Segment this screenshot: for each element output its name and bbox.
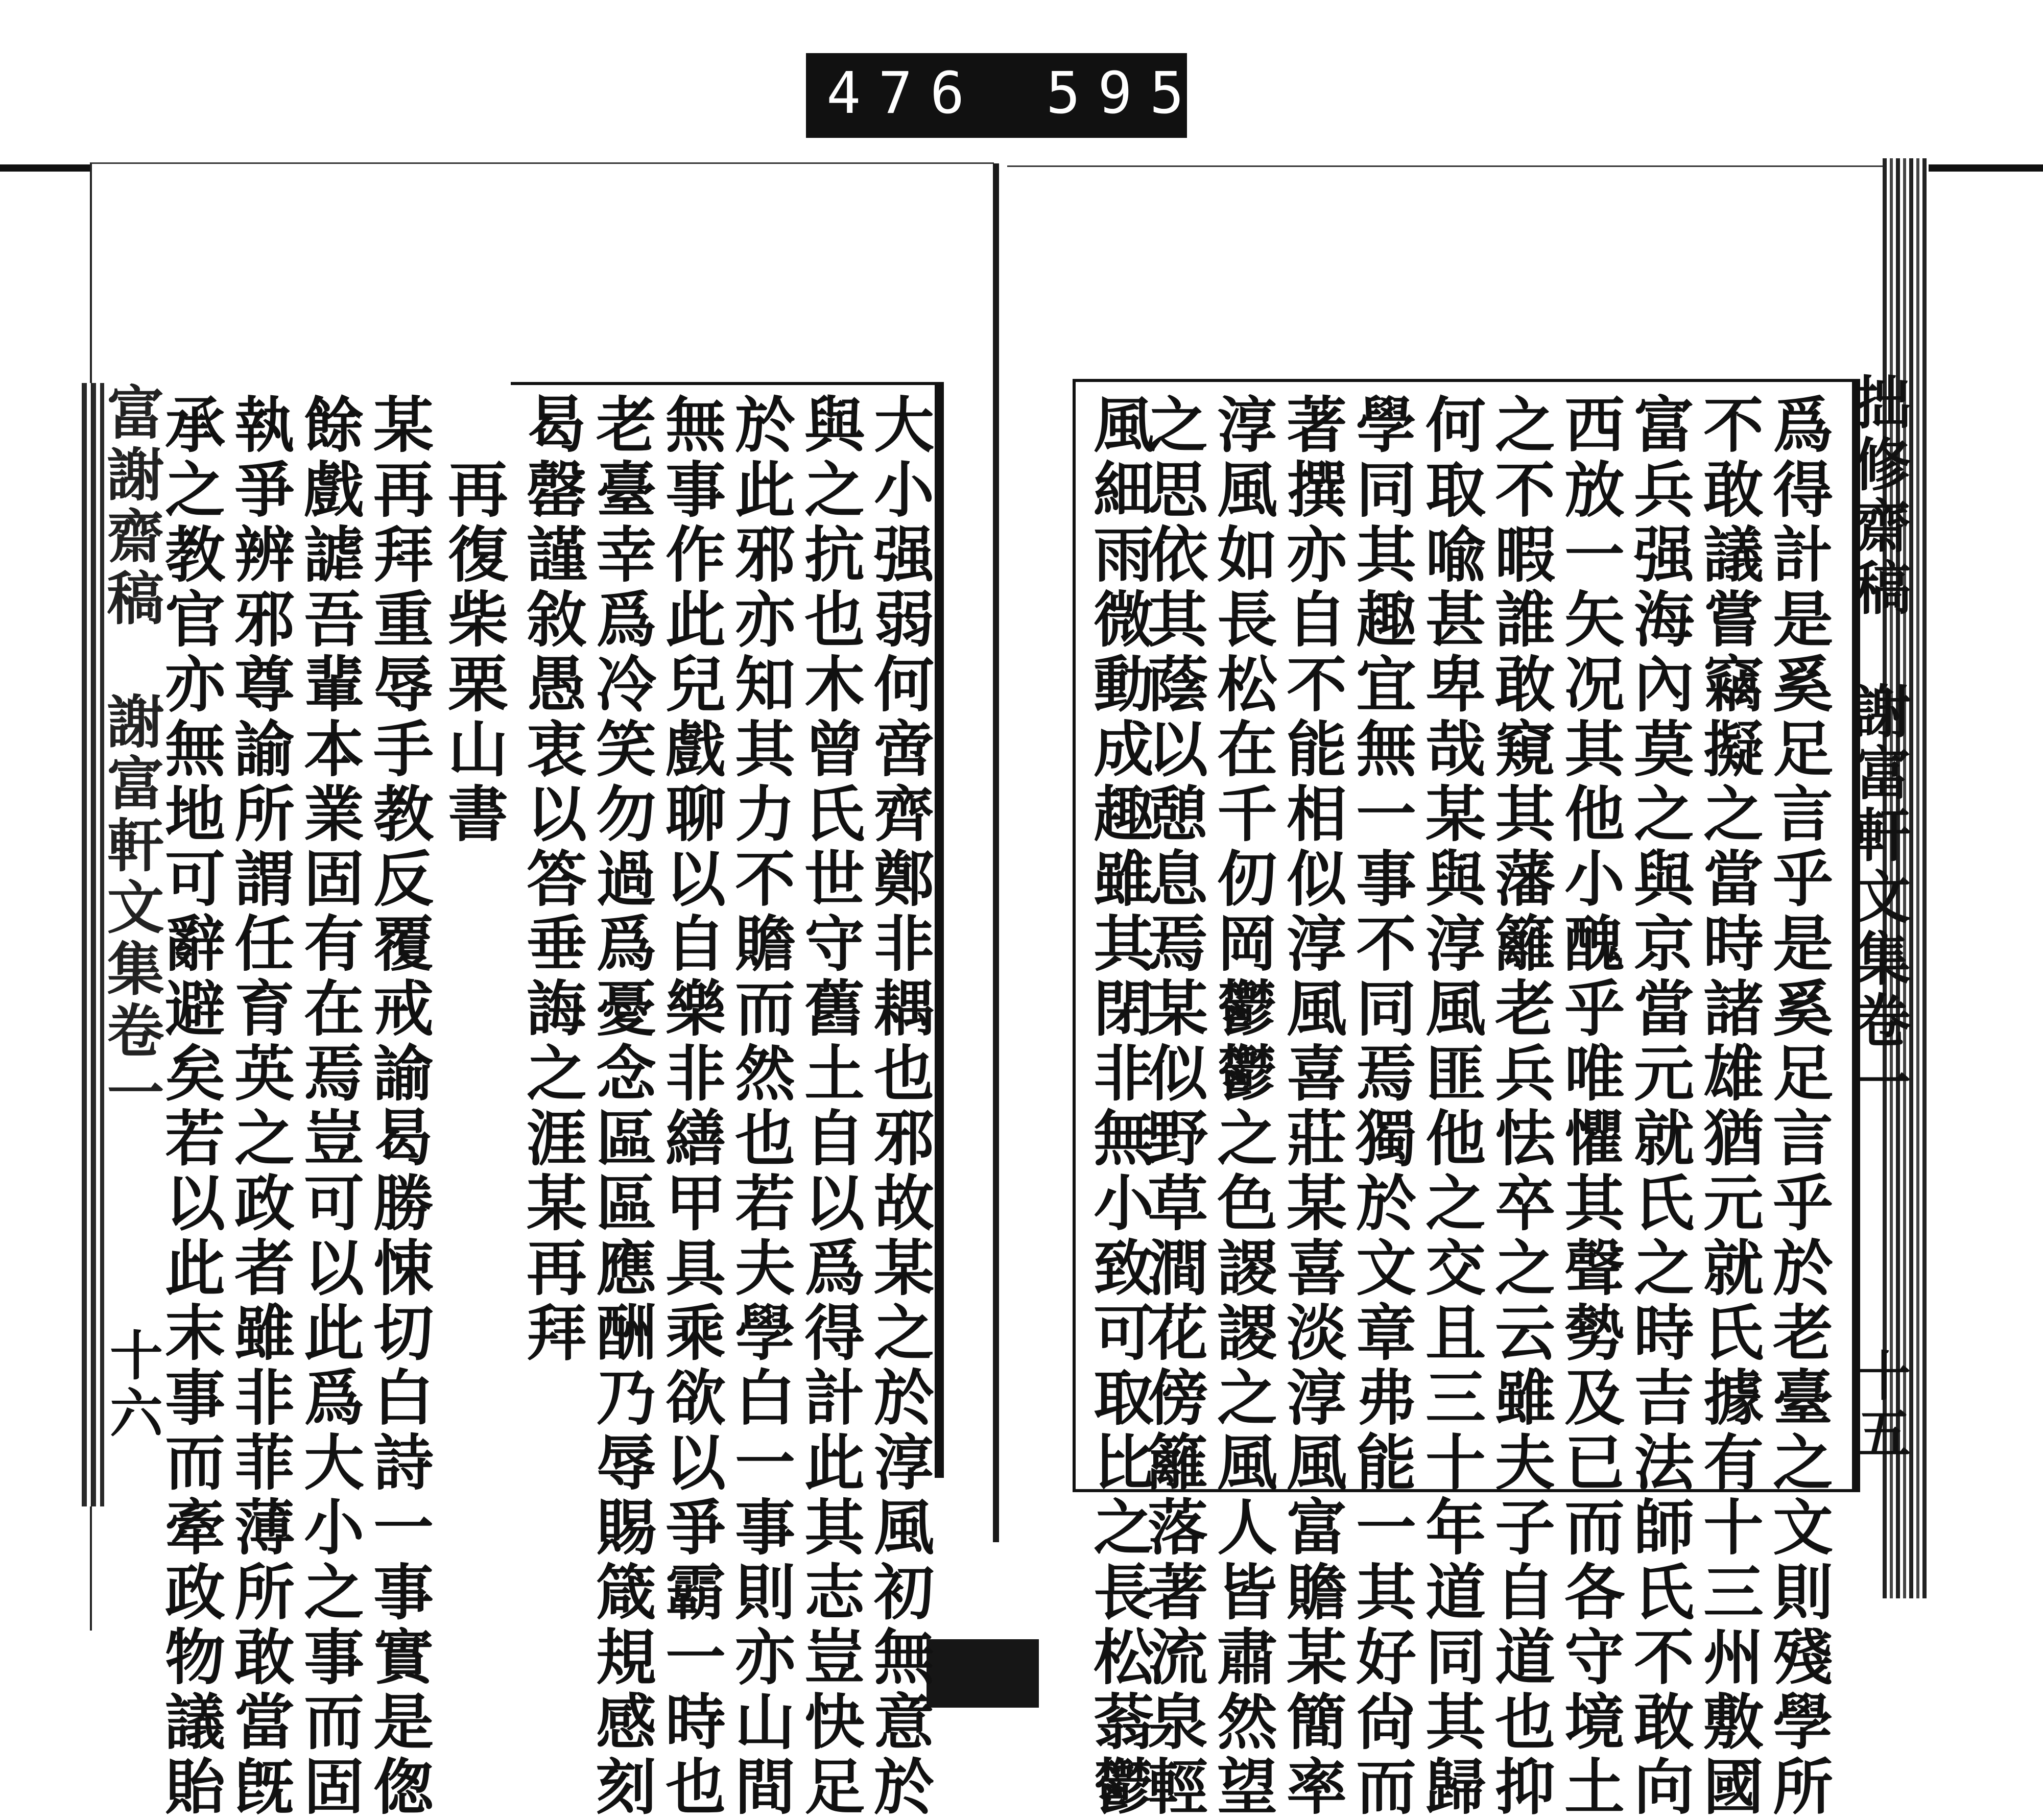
right-column-7: 學同其趣宜無一事不同焉獨於文章弗能一其好尙而 bbox=[1346, 393, 1417, 1820]
left-column-7: 某再拜重辱手教反覆戒諭曷勝悚切白詩一事實是偬 bbox=[363, 393, 434, 1820]
left-page-folio: 十六 bbox=[101, 1328, 163, 1443]
right-page-folio: 十五 bbox=[1848, 1348, 1911, 1464]
right-column-10: 之思依其蔭以憩息焉某似野草澗花傍籬落著流泉輕 bbox=[1137, 393, 1208, 1820]
catalog-number-plate bbox=[806, 53, 1202, 138]
right-column-8: 著撰亦自不能相似淳風喜莊某喜淡淳風富贍某簡率 bbox=[1276, 393, 1347, 1820]
right-column-2: 不敢議嘗竊擬之當時諸雄猶元就氏據有十三州敷國 bbox=[1693, 393, 1764, 1820]
binding-rule-right bbox=[1920, 164, 2043, 172]
left-column-5: 老臺幸爲冷笑勿過爲憂念區區應酬乃辱賜箴規感刻 bbox=[586, 393, 657, 1820]
catalog-number-right: 595 bbox=[1046, 60, 1202, 127]
left-page-margin-title: 富謝齋稿 謝富軒文集卷一 bbox=[98, 383, 164, 1124]
left-column-1: 大小强弱何啻齊鄭非耦也邪故某之於淳風初無意於 bbox=[864, 393, 935, 1820]
binding-clip bbox=[927, 1639, 1039, 1708]
right-column-9: 淳風如長松在千仞岡鬱鬱之色謖謖之風人皆肅然望 bbox=[1207, 393, 1278, 1820]
left-column-6: 曷罄謹敘愚衷以答垂誨之涯某再拜 bbox=[516, 393, 587, 1366]
left-column-2: 與之抗也木曾氏世守舊土自以爲得計此其志豈快足 bbox=[794, 393, 865, 1820]
right-column-3: 富兵强海內莫之與京當元就氏之時吉法師氏不敢向 bbox=[1624, 393, 1695, 1820]
left-column-9: 執爭辨邪尊諭所謂任育英之政者雖非菲薄所敢當旣 bbox=[224, 393, 295, 1820]
right-page-header: 拙修齋稿 謝富軒文集卷一 bbox=[1844, 373, 1911, 1114]
right-column-4: 西放一矢况其他小醜乎唯懼其聲勢及已而各守境土 bbox=[1554, 393, 1625, 1820]
left-column-10: 承之教官亦無地可辭避矣若以此末事而牽政物議貽 bbox=[155, 393, 226, 1820]
right-column-5: 之不暇誰敢窺其藩籬老兵怯卒之云雖夫子自道也抑 bbox=[1485, 393, 1556, 1820]
left-letter-title: 再復柴栗山書 bbox=[438, 393, 509, 847]
catalog-number-left: 476 bbox=[826, 60, 982, 127]
right-column-1: 爲得計是奚足言乎是奚足言乎於老臺之文則殘學所 bbox=[1763, 393, 1834, 1820]
right-column-6: 何取喩甚卑哉某與淳風匪他之交且三十年道同其歸 bbox=[1415, 393, 1486, 1820]
book-spine bbox=[993, 163, 999, 1542]
right-column-11: 風細雨微動成趣雖其閉非無小致可取比之長松蓊鬱 bbox=[1083, 393, 1154, 1820]
left-column-3: 於此邪亦知其力不贍而然也若夫學白一事則亦山間 bbox=[725, 393, 796, 1820]
left-column-4: 無事作此兒戲聊以自樂非繕甲具乘欲以爭霸一時也 bbox=[655, 393, 726, 1820]
left-column-8: 餘戲謔吾輩本業固有在焉豈可以此爲大小之事而固 bbox=[294, 393, 365, 1820]
